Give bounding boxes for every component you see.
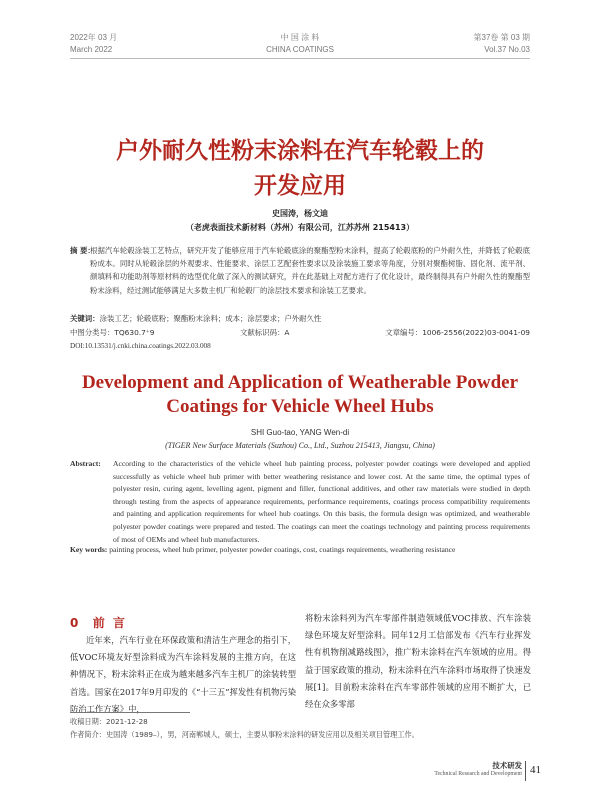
abstract-en <box>70 458 530 546</box>
abstract-en-label: Abstract: <box>70 459 101 468</box>
keywords-cn-text: 涂装工艺；轮毂底粉；聚酯粉末涂料；成本；涂层要求；户外耐久性 <box>99 314 322 323</box>
section-number: 0 <box>70 616 81 630</box>
title-en-line-1: Development and Application of Weatherable Powder <box>81 372 519 393</box>
footer-section-cn: 技术研发 <box>492 761 522 770</box>
title-en <box>0 371 600 419</box>
clc-number: 中图分类号：TQ630.7⁺9 <box>70 328 155 337</box>
affiliation-en: (TIGER New Surface Materials (Suzhou) Co., Ltd., Suzhou 215413, Jiangsu, China) <box>165 441 435 450</box>
abstract-cn-text: 根据汽车轮毂涂装工艺特点，研究开发了能够应用于汽车轮毂底涂的聚酯型粉末涂料，提高了轮毂底粉的户外耐久性，并降低了轮毂底粉成本。同时从轮毂涂层的外观要求、性能要求、涂层工艺配套性要求以及涂装施工要求等角度，分别对聚酯树脂、固化剂、流平剂、颜填料和功能助剂等原材料的选型优化做了深入的测试研究，并在此基础上对配方进行了优化设计，最终制得具有户外耐久性的聚酯型粉末涂料，经过测试能够满足大多数主机厂和轮毂厂的涂层技术要求和涂装工艺要求。 <box>90 246 530 295</box>
authors-en: SHI Guo-tao, YANG Wen-di <box>250 428 350 437</box>
keywords-cn-label: 关键词： <box>70 314 100 323</box>
header-journal-en: CHINA COATINGS <box>266 45 334 54</box>
keywords-en-text: painting process, wheel hub primer, polyester powder coatings, cost, coatings requirements, weathering resistance <box>109 545 456 554</box>
body-column-left: 近年来，汽车行业在环保政策和清洁生产理念的指引下，低VOC环境友好型涂料成为汽车涂料发展的主推方向，在这种情况下，粉末涂料正在成为越来越多汽车主机厂的涂装转型首选。国家在2017年9月印发的《“十三五”挥发性有机物污染防治工作方案》中， <box>70 635 296 714</box>
keywords-en-label: Key words: <box>70 545 108 554</box>
section-heading <box>70 614 127 631</box>
article-number: 文章编号：1006-2556(2022)03-0041-09 <box>385 328 530 337</box>
title-cn-line-1: 户外耐久性粉末涂料在汽车轮毂上的 <box>116 138 484 164</box>
body-column-right: 将粉末涂料列为汽车零部件制造领域低VOC排放、汽车涂装绿色环境友好型涂料。同年12月工信部发布《汽车行业挥发性有机物削减路线图》，推广粉末涂料在汽车领域的应用。得益于国家政策的推动，粉末涂料在汽车涂料市场取得了快速发展[1]。目前粉末涂料在汽车零部件领域的应用不断扩大，已经在众多零部 <box>305 613 531 710</box>
page-number: 41 <box>530 764 541 776</box>
abstract-cn <box>70 244 530 297</box>
section-title: 前 言 <box>92 616 127 630</box>
title-en-line-2: Coatings for Vehicle Wheel Hubs <box>166 396 434 417</box>
affiliation-cn: （老虎表面技术新材料（苏州）有限公司，江苏苏州 215413） <box>185 223 415 232</box>
abstract-cn-label: 摘 要： <box>70 246 95 255</box>
header-volume-cn: 第37卷 第 03 期 <box>473 33 530 42</box>
header-date-en: March 2022 <box>70 45 113 54</box>
header-rule <box>70 58 530 59</box>
footnote-author-bio: 作者简介：史国涛（1989–），男，河南郸城人，硕士，主要从事粉末涂料的研发应用以及相关项目管理工作。 <box>70 730 419 739</box>
header-journal-cn: 中 国 涂 料 <box>280 33 320 42</box>
footer-section-en: Technical Research and Development <box>434 771 522 777</box>
title-cn-line-2: 开发应用 <box>254 173 346 199</box>
footnote-rule <box>70 712 190 713</box>
header-volume-en: Vol.37 No.03 <box>484 45 530 54</box>
keywords-cn <box>70 313 530 324</box>
title-cn <box>0 134 600 204</box>
header-volume <box>474 32 530 56</box>
footnote-received: 收稿日期：2021-12-28 <box>70 717 148 726</box>
article-meta-cn <box>70 327 530 339</box>
abstract-en-text: According to the characteristics of the vehicle wheel hub painting process, polyester powder coatings were developed and applied successfully as vehicle wheel hub primer with better weathering resistance and lower cost. At the same time, the optimal types of polyester resin, curing agent, levelling agent, pigment and filler, functional additives, and other raw materials were studied in depth through testing from the aspects of appearance requirements, performance requirements, coatings process compatibility requirements and painting and application requirements for wheel hub coatings. On this basis, the formula design was optimized, and weatherable polyester powder coatings were prepared and tested. The coatings can meet the coatings technology and painting process requirements of most of OEMs and wheel hub manufacturers. <box>113 459 530 544</box>
footer-divider <box>525 761 526 781</box>
doi: DOI:10.13531/j.cnki.china.coatings.2022.03.008 <box>70 342 211 350</box>
keywords-en <box>70 545 530 554</box>
document-code: 文献标识码：A <box>240 328 290 337</box>
authors-cn: 史国涛，杨文迪 <box>272 209 328 218</box>
header-date-cn: 2022年 03 月 <box>70 33 118 42</box>
